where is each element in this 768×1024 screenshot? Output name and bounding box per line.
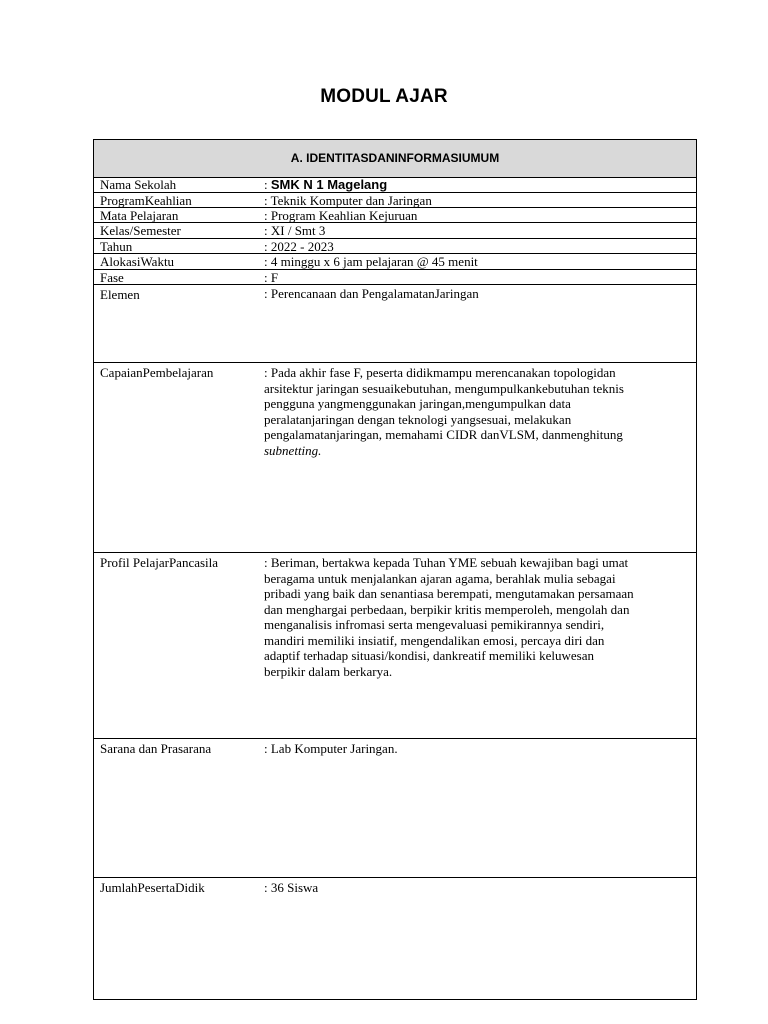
identity-table xyxy=(93,139,697,1000)
value-sarana: : Lab Komputer Jaringan. xyxy=(264,741,398,756)
value-program-keahlian: : Teknik Komputer dan Jaringan xyxy=(264,193,432,208)
label-elemen: Elemen xyxy=(100,287,140,302)
label-mata-pelajaran: Mata Pelajaran xyxy=(100,208,179,223)
label-alokasi-waktu: AlokasiWaktu xyxy=(100,254,175,269)
value-alokasi-waktu: : 4 minggu x 6 jam pelajaran @ 45 menit xyxy=(264,254,478,269)
value-profil: : Beriman, bertakwa kepada Tuhan YME sebuah kewajiban bagi umat beragama untuk menjalankan ajaran agama, berahlak mulia sebagai pribadi yang baik dan senantiasa berempati, mengutamakan persamaan dan menghargai perbedaan, berpikir kritis memperoleh, mengolah dan menganalisis infromasi serta mengevaluasi pemikirannya sendiri, mandiri memiliki insiatif, mengendalikan emosi, percaya diri dan adaptif terhadap situasi/kondisi, dankreatif memiliki keluwesan berpikir dalam berkarya. xyxy=(264,555,634,679)
label-sarana: Sarana dan Prasarana xyxy=(100,741,212,756)
value-elemen: : Perencanaan dan PengalamatanJaringan xyxy=(264,286,479,301)
row-tahun xyxy=(94,239,696,254)
row-elemen xyxy=(94,285,696,363)
value-fase: : F xyxy=(264,270,279,285)
label-program-keahlian: ProgramKeahlian xyxy=(100,193,192,208)
section-header: A. IDENTITASDANINFORMASIUMUM xyxy=(94,140,696,178)
row-jumlah-peserta xyxy=(94,878,696,999)
label-profil: Profil PelajarPancasila xyxy=(100,555,219,570)
label-nama-sekolah: Nama Sekolah xyxy=(100,177,177,192)
row-capaian-pembelajaran xyxy=(94,363,696,553)
value-mata-pelajaran: : Program Keahlian Kejuruan xyxy=(264,208,418,223)
row-program-keahlian xyxy=(94,193,696,208)
school-name: SMK N 1 Magelang xyxy=(270,177,388,192)
row-alokasi-waktu xyxy=(94,254,696,270)
label-tahun: Tahun xyxy=(100,239,133,254)
value-nama-sekolah: : SMK N 1 Magelang xyxy=(264,177,388,192)
label-fase: Fase xyxy=(100,270,124,285)
value-kelas-semester: : XI / Smt 3 xyxy=(264,223,326,238)
value-capaian: : Pada akhir fase F, peserta didikmampu merencanakan topologidan arsitektur jaringan sesuaikebutuhan, mengumpulkankebutuhan teknis pengguna yangmenggunakan jaringan,mengumpulkan data peralatanjaringan dengan teknologi yangsesuai, melakukan pengalamatanjaringan, memahami CIDR danVLSM, danmenghitung subnetting. xyxy=(264,365,624,458)
row-mata-pelajaran xyxy=(94,208,696,223)
document-title: MODUL AJAR xyxy=(320,86,448,107)
row-fase xyxy=(94,270,696,285)
value-jumlah-peserta: : 36 Siswa xyxy=(264,880,319,895)
value-tahun: : 2022 - 2023 xyxy=(264,239,334,254)
label-capaian: CapaianPembelajaran xyxy=(100,365,214,380)
row-sarana-prasarana xyxy=(94,739,696,878)
label-jumlah-peserta: JumlahPesertaDidik xyxy=(100,880,205,895)
label-kelas-semester: Kelas/Semester xyxy=(100,223,181,238)
row-kelas-semester xyxy=(94,223,696,239)
row-profil-pelajar xyxy=(94,553,696,739)
row-nama-sekolah xyxy=(94,177,696,193)
